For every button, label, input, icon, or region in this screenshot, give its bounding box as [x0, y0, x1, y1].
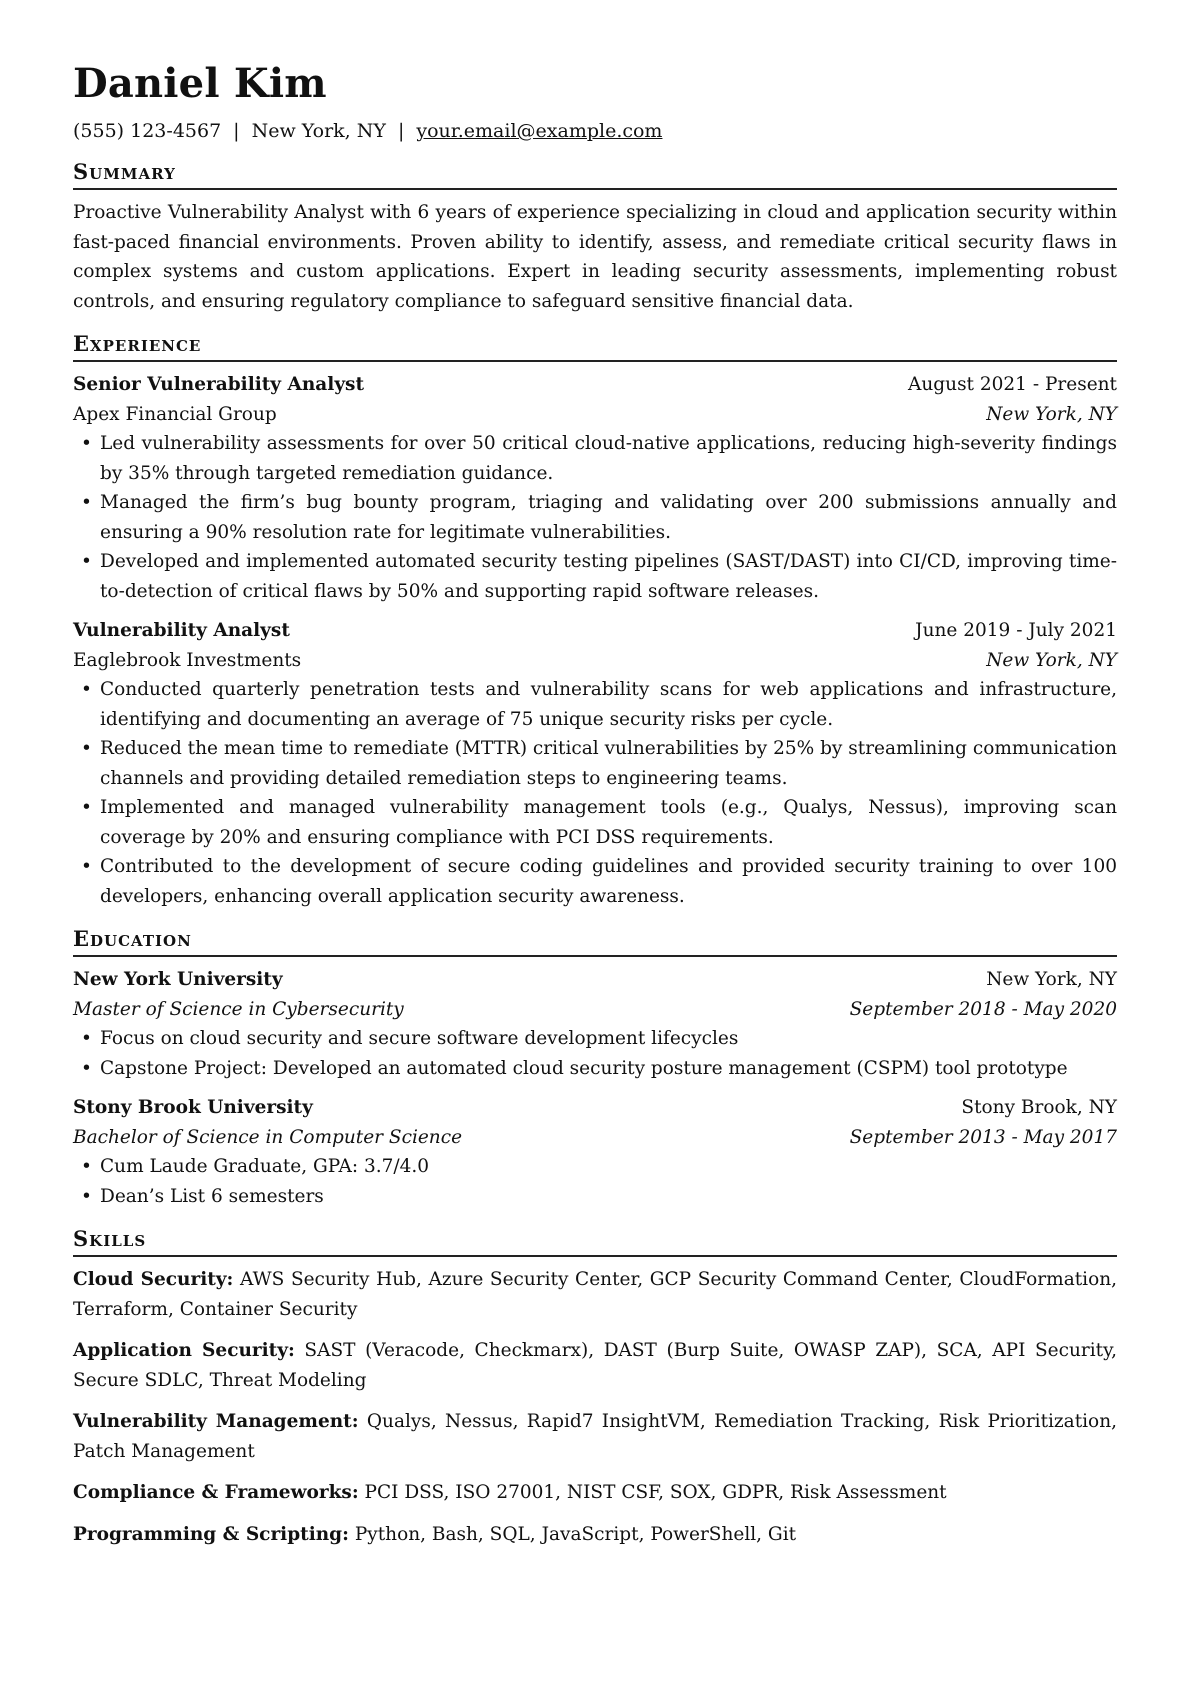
experience-entry: [73, 370, 1117, 606]
skill-row: [73, 1407, 1117, 1466]
section-title-skills: Skills: [73, 1225, 1117, 1257]
summary-text: Proactive Vulnerability Analyst with 6 years of experience specializing in cloud and application security within fast-paced financial environments. Proven ability to identify, assess, and remediate critical security flaws in complex systems and custom applications. Expert in leading security assessments, implementing robust controls, and ensuring regulatory compliance to safeguard sensitive financial data.: [73, 202, 1117, 312]
job-dates: August 2021 - Present: [908, 374, 1117, 396]
skill-row: [73, 1336, 1117, 1395]
education-section: [73, 925, 1117, 1211]
email-link[interactable]: your.email@example.com: [416, 120, 663, 142]
contact-location: New York, NY: [251, 120, 386, 142]
section-title-experience: Experience: [73, 330, 1117, 362]
experience-section: [73, 330, 1117, 911]
skill-label: Application Security:: [73, 1340, 295, 1362]
education-entry: [73, 1093, 1117, 1211]
list-item: • Led vulnerability assessments for over 50 critical cloud-native applications, reducing high-severity findings by 35% through targeted remediation guidance.: [73, 429, 1117, 488]
section-title-summary: Summary: [73, 158, 1117, 190]
company-name: Apex Financial Group: [73, 403, 277, 425]
school-location: New York, NY: [986, 969, 1117, 991]
degree-name: Master of Science in Cybersecurity: [73, 998, 404, 1020]
candidate-name: Daniel Kim: [73, 60, 327, 107]
job-title: Vulnerability Analyst: [73, 620, 290, 642]
school-location: Stony Brook, NY: [961, 1097, 1117, 1119]
section-title-education: Education: [73, 925, 1117, 957]
list-item: • Reduced the mean time to remediate (MTTR) critical vulnerabilities by 25% by streamlining communication channels and providing detailed remediation steps to engineering teams.: [73, 734, 1117, 793]
entry-subheader: [73, 646, 1117, 676]
bullet-list: [73, 1024, 1117, 1083]
school-name: Stony Brook University: [73, 1097, 313, 1119]
skill-label: Programming & Scripting:: [73, 1523, 349, 1545]
job-title: Senior Vulnerability Analyst: [73, 374, 365, 396]
skill-value: SAST (Veracode, Checkmarx), DAST (Burp Suite, OWASP ZAP), SCA, API Security, Secure SDLC, Threat Modeling: [73, 1340, 1117, 1391]
entry-header: [73, 370, 1117, 400]
skill-label: Vulnerability Management:: [73, 1411, 359, 1433]
bullet-list: [73, 1152, 1117, 1211]
school-name: New York University: [73, 969, 283, 991]
company-name: Eaglebrook Investments: [73, 649, 302, 671]
list-item: • Focus on cloud security and secure software development lifecycles: [73, 1024, 1117, 1054]
skills-section: [73, 1225, 1117, 1549]
list-item: • Conducted quarterly penetration tests and vulnerability scans for web applications and infrastructure, identifying and documenting an average of 75 unique security risks per cycle.: [73, 675, 1117, 734]
entry-header: [73, 616, 1117, 646]
phone-number: (555) 123-4567: [73, 120, 222, 142]
list-item: • Capstone Project: Developed an automated cloud security posture management (CSPM) tool prototype: [73, 1054, 1117, 1084]
degree-dates: September 2013 - May 2017: [849, 1126, 1117, 1148]
entry-subheader: [73, 1123, 1117, 1153]
skill-row: [73, 1520, 1117, 1550]
degree-name: Bachelor of Science in Computer Science: [73, 1126, 463, 1148]
list-item: • Contributed to the development of secure coding guidelines and provided security training to over 100 developers, enhancing overall application security awareness.: [73, 852, 1117, 911]
job-location: New York, NY: [986, 649, 1117, 671]
list-item: • Managed the firm’s bug bounty program, triaging and validating over 200 submissions annually and ensuring a 90% resolution rate for legitimate vulnerabilities.: [73, 488, 1117, 547]
entry-subheader: [73, 995, 1117, 1025]
skill-row: [73, 1478, 1117, 1508]
skill-value: Qualys, Nessus, Rapid7 InsightVM, Remediation Tracking, Risk Prioritization, Patch Management: [73, 1411, 1117, 1462]
summary-section: [73, 158, 1117, 316]
skill-value: Python, Bash, SQL, JavaScript, PowerShell, Git: [354, 1523, 797, 1545]
entry-header: [73, 965, 1117, 995]
entry-subheader: [73, 400, 1117, 430]
job-location: New York, NY: [986, 403, 1117, 425]
contact-separator: |: [397, 120, 405, 142]
experience-entry: [73, 616, 1117, 911]
contact-separator: |: [233, 120, 240, 142]
bullet-list: [73, 675, 1117, 911]
education-entry: [73, 965, 1117, 1083]
list-item: • Developed and implemented automated security testing pipelines (SAST/DAST) into CI/CD, improving time-to-detection of critical flaws by 50% and supporting rapid software releases.: [73, 547, 1117, 606]
skill-value: PCI DSS, ISO 27001, NIST CSF, SOX, GDPR, Risk Assessment: [364, 1482, 947, 1504]
degree-dates: September 2018 - May 2020: [849, 998, 1117, 1020]
skill-value: AWS Security Hub, Azure Security Center, GCP Security Command Center, CloudFormation, Terraform, Container Security: [73, 1269, 1118, 1320]
list-item: • Dean’s List 6 semesters: [73, 1182, 1117, 1212]
skill-label: Cloud Security:: [73, 1269, 234, 1291]
skill-label: Compliance & Frameworks:: [73, 1482, 359, 1504]
list-item: • Implemented and managed vulnerability management tools (e.g., Qualys, Nessus), improving scan coverage by 20% and ensuring compliance with PCI DSS requirements.: [73, 793, 1117, 852]
skill-row: [73, 1265, 1117, 1324]
entry-header: [73, 1093, 1117, 1123]
list-item: • Cum Laude Graduate, GPA: 3.7/4.0: [73, 1152, 1117, 1182]
contact-line: [73, 118, 1117, 144]
job-dates: June 2019 - July 2021: [915, 620, 1117, 642]
bullet-list: [73, 429, 1117, 606]
